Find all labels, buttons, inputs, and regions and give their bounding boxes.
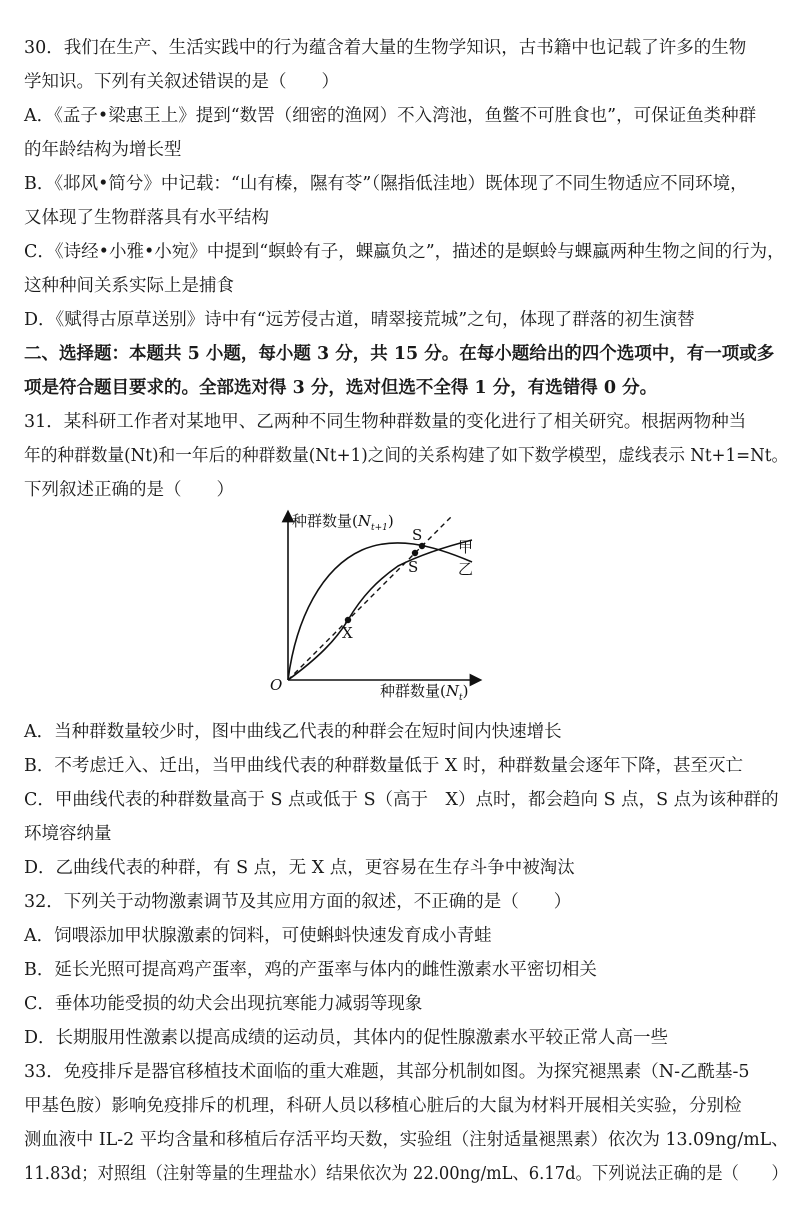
q31-stem-line1: 31．某科研工作者对某地甲、乙两种不同生物种群数量的变化进行了相关研究。根据两物种当 bbox=[24, 412, 747, 432]
q30-option-a-line2: 的年龄结构为增长型 bbox=[24, 140, 182, 160]
point-s-upper-label: S bbox=[412, 526, 423, 544]
q33-stem-line2: 甲基色胺）影响免疫排斥的机理，科研人员以移植心脏后的大鼠为材料开展相关实验，分别检 bbox=[24, 1096, 742, 1116]
q31-stem-line3: 下列叙述正确的是（ ） bbox=[24, 480, 234, 500]
q30-stem-line2: 学知识。下列有关叙述错误的是（ ） bbox=[24, 72, 339, 92]
q30-option-c-line2: 这种种间关系实际上是捕食 bbox=[24, 276, 234, 296]
q32-option-a: A．饲喂添加甲状腺激素的饲料，可使蝌蚪快速发育成小青蛙 bbox=[24, 926, 492, 946]
origin-label: O bbox=[270, 676, 283, 694]
q30-stem-line1: 30．我们在生产、生活实践中的行为蕴含着大量的生物学知识，古书籍中也记载了许多的生物 bbox=[24, 38, 747, 58]
point-s-lower-label: S bbox=[408, 558, 419, 576]
q31-option-c-line2: 环境容纳量 bbox=[24, 824, 112, 844]
q30-option-c-line1: C．《诗经•小雅•小宛》中提到“螟蛉有子，蜾蠃负之”，描述的是螟蛉与蜾蠃两种生物之间的行为， bbox=[24, 242, 785, 262]
curve-yi-label: 乙 bbox=[458, 560, 474, 578]
section2-heading-line2: 项是符合题目要求的。全部选对得 3 分，选对但选不全得 1 分，有选错得 0 分。 bbox=[24, 378, 658, 398]
q31-option-c-line1: C．甲曲线代表的种群数量高于 S 点或低于 S（高于 X）点时，都会趋向 S 点，S 点为该种群的 bbox=[24, 790, 779, 810]
curve-jia-label: 甲 bbox=[458, 538, 474, 556]
q32-option-d: D．长期服用性激素以提高成绩的运动员，其体内的促性腺激素水平较正常人高一些 bbox=[24, 1028, 669, 1048]
q32-option-b: B．延长光照可提高鸡产蛋率，鸡的产蛋率与体内的雌性激素水平密切相关 bbox=[24, 960, 597, 980]
point-x-marker bbox=[345, 617, 351, 623]
q32-stem: 32．下列关于动物激素调节及其应用方面的叙述，不正确的是（ ） bbox=[24, 892, 572, 912]
point-x-label: X bbox=[342, 624, 353, 642]
q30-option-b-line1: B．《邶风•简兮》中记载：“山有榛，隰有苓”（隰指低洼地）既体现了不同生物适应不同环境， bbox=[24, 174, 748, 194]
q33-stem-line4: 11.83d；对照组（注射等量的生理盐水）结果依次为 22.00ng/mL、6.17d。下列说法正确的是（ ） bbox=[24, 1164, 788, 1184]
q30-option-d: D．《赋得古原草送别》诗中有“远芳侵古道，晴翠接荒城”之句，体现了群落的初生演替 bbox=[24, 310, 695, 330]
x-axis-label: 种群数量$(N_t)$ bbox=[380, 682, 469, 703]
section2-heading-line1: 二、选择题：本题共 5 小题，每小题 3 分，共 15 分。在每小题给出的四个选项中，有一项或多 bbox=[24, 344, 775, 364]
population-model-figure bbox=[262, 500, 502, 710]
q33-stem-line3: 测血液中 IL-2 平均含量和移植后存活平均天数，实验组（注射适量褪黑素）依次为 13.09ng/mL、 bbox=[24, 1130, 789, 1150]
y-axis-label: 种群数量$(N_{t+1})$ bbox=[292, 512, 394, 533]
q30-option-a-line1: A．《孟子•梁惠王上》提到“数罟（细密的渔网）不入湾池，鱼鳖不可胜食也”，可保证鱼类种群 bbox=[24, 106, 757, 126]
q31-option-d: D．乙曲线代表的种群，有 S 点，无 X 点，更容易在生存斗争中被淘汰 bbox=[24, 858, 575, 878]
q31-stem-line2: 年的种群数量(Nt)和一年后的种群数量(Nt+1)之间的关系构建了如下数学模型，虚线表示 Nt+1=Nt。 bbox=[24, 446, 789, 466]
q31-option-a: A．当种群数量较少时，图中曲线乙代表的种群会在短时间内快速增长 bbox=[24, 722, 562, 742]
curve-jia bbox=[288, 543, 472, 680]
q32-option-c: C．垂体功能受损的幼犬会出现抗寒能力减弱等现象 bbox=[24, 994, 423, 1014]
point-s-lower-marker bbox=[412, 550, 418, 556]
q30-option-b-line2: 又体现了生物群落具有水平结构 bbox=[24, 208, 269, 228]
q33-stem-line1: 33．免疫排斥是器官移植技术面临的重大难题，其部分机制如图。为探究褪黑素（N-乙酰基-5 bbox=[24, 1062, 750, 1082]
q31-option-b: B．不考虑迁入、迁出，当甲曲线代表的种群数量低于 X 时，种群数量会逐年下降，甚至灭亡 bbox=[24, 756, 743, 776]
curve-yi bbox=[288, 540, 472, 680]
population-model-svg bbox=[262, 500, 502, 710]
